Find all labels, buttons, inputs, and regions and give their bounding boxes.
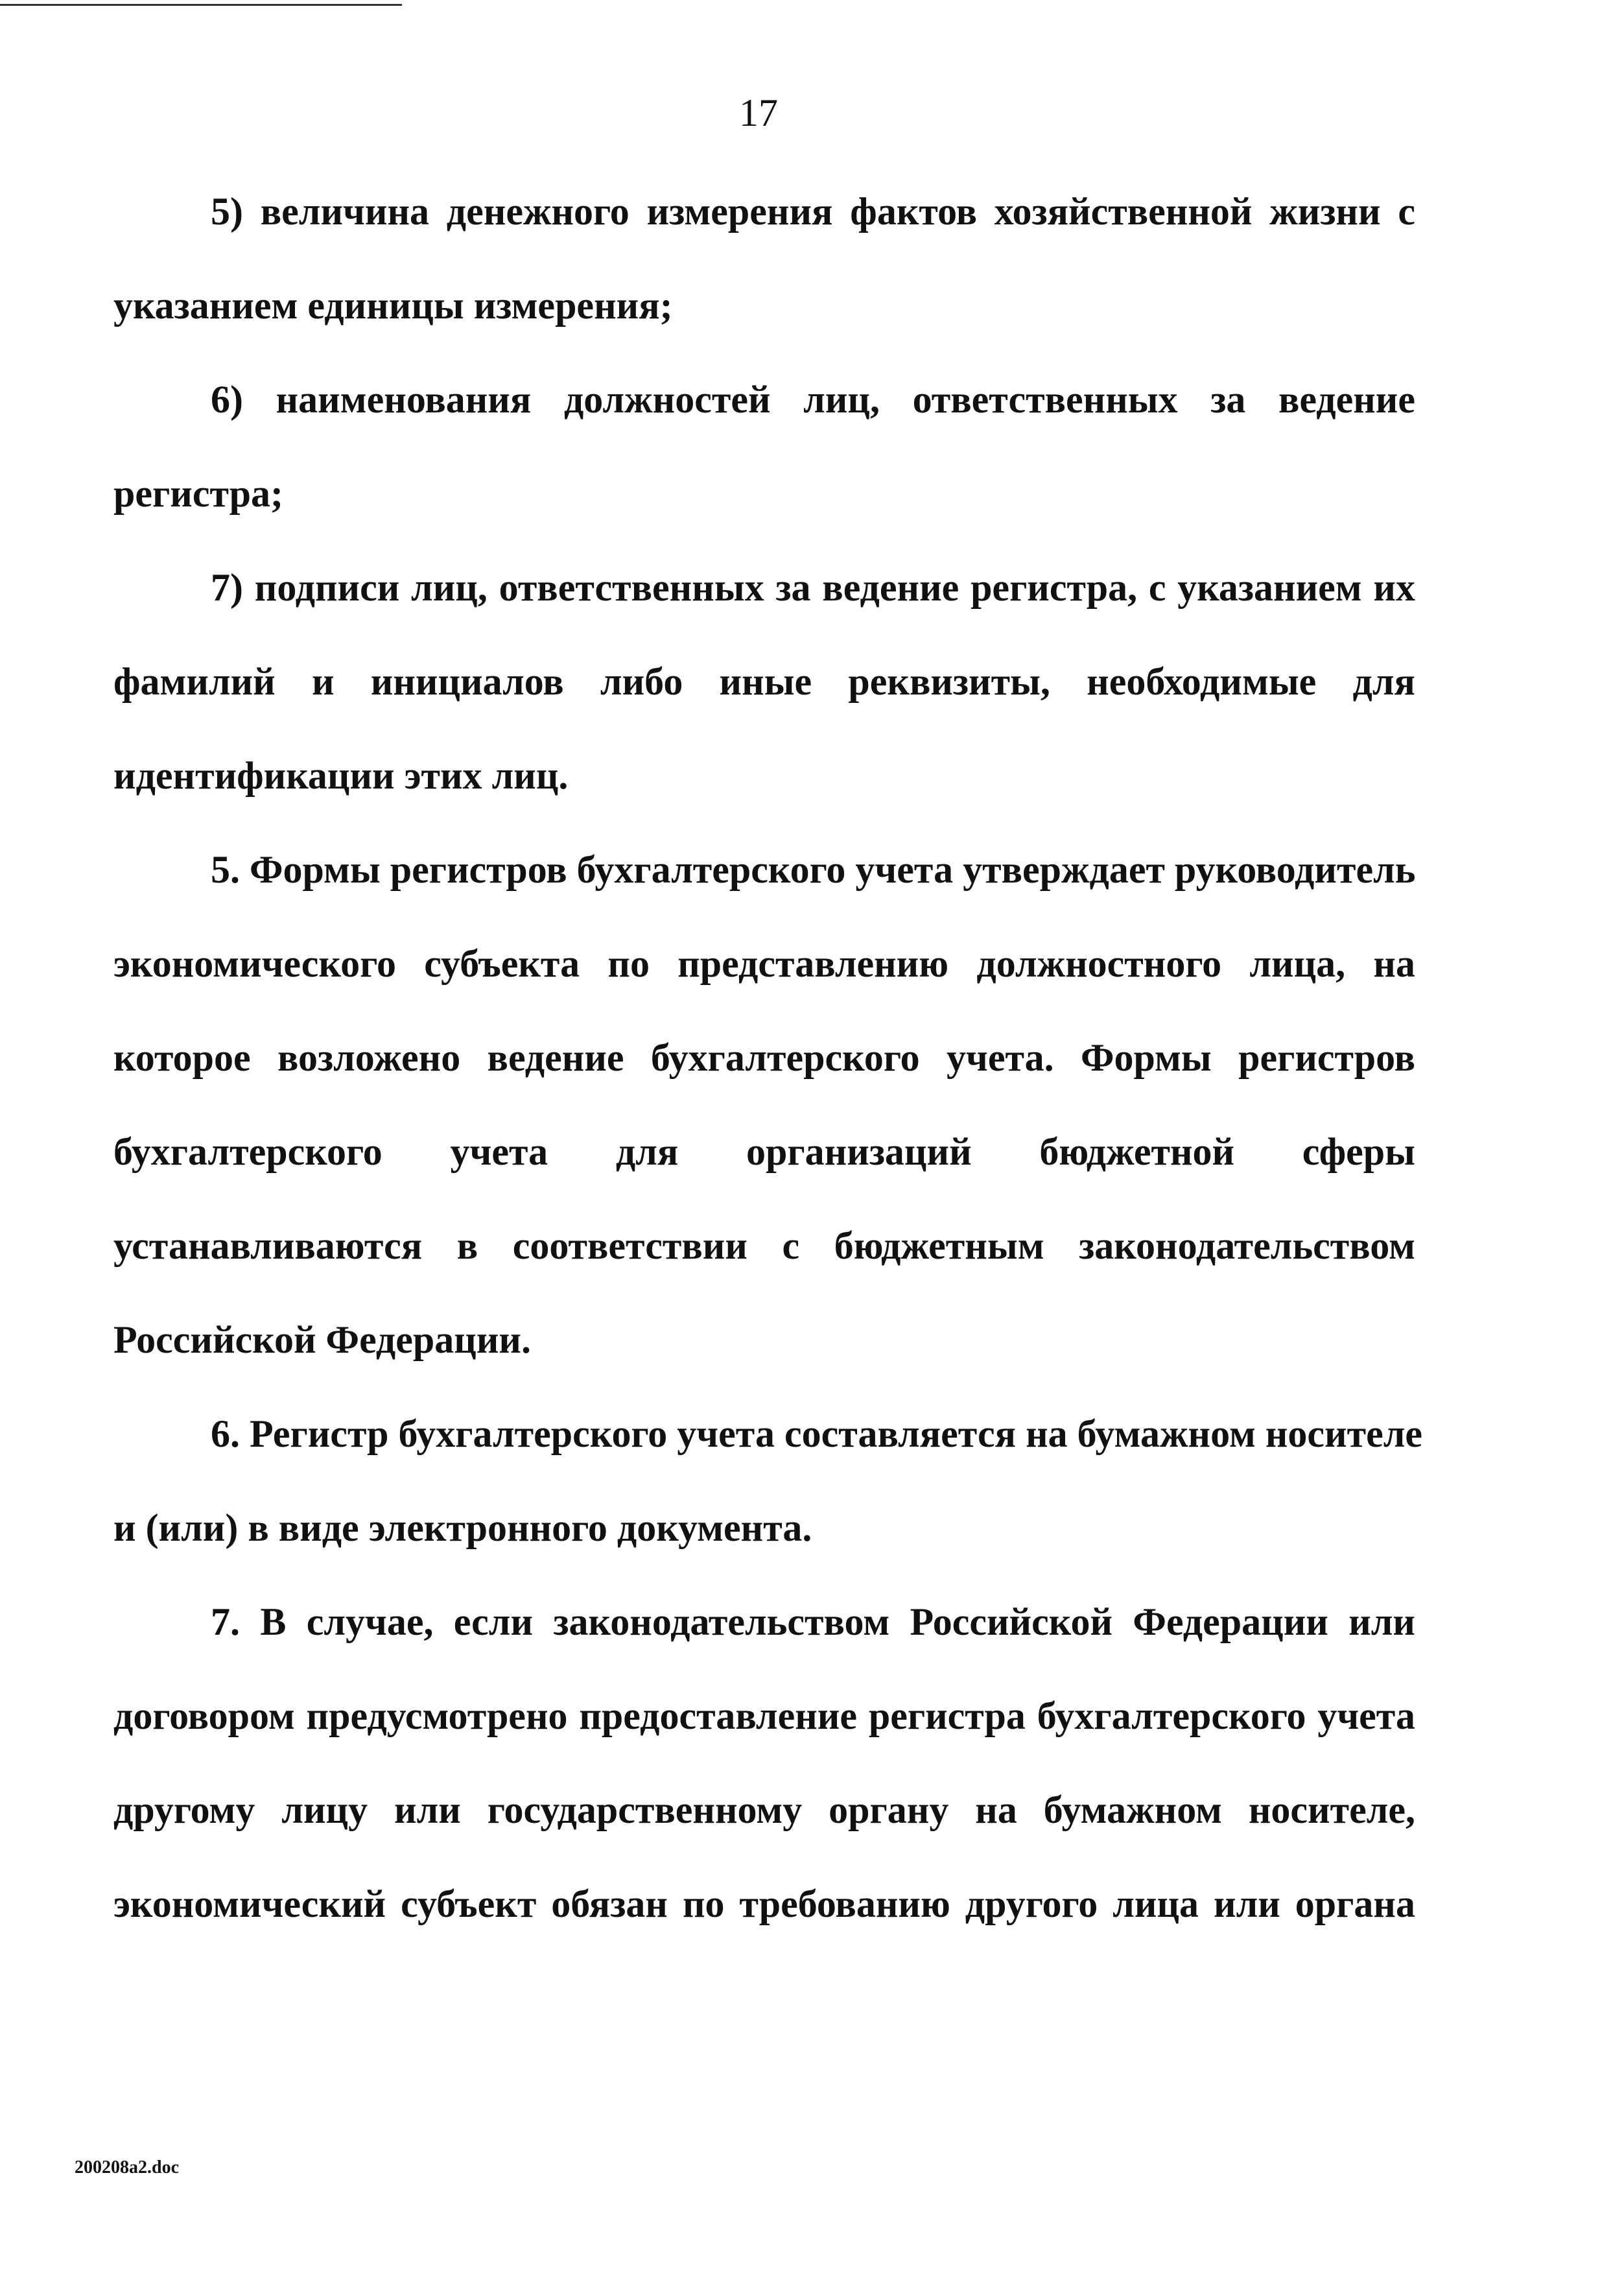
paragraph-line: 5. Формы регистров бухгалтерского учета утверждает руководитель [211, 848, 1416, 891]
paragraph-line: идентификации этих лиц. [113, 754, 569, 797]
paragraph-line: другому лицу или государственному органу на бумажном носителе, [113, 1788, 1415, 1831]
paragraph-line: 7. В случае, если законодательством Российской Федерации или [211, 1600, 1415, 1643]
paragraph-line: экономического субъекта по представлению должностного лица, на [113, 942, 1415, 985]
page-number: 17 [739, 91, 778, 134]
paragraph-line: 6. Регистр бухгалтерского учета составляется на бумажном носителе [211, 1412, 1423, 1455]
paragraph-line: регистра; [113, 472, 284, 515]
paragraph-line: договором предусмотрено предоставление регистра бухгалтерского учета [113, 1694, 1415, 1737]
paragraph-line: бухгалтерского учета для организаций бюджетной сферы [113, 1130, 1415, 1173]
document-body [113, 174, 1423, 1960]
paragraph-line: которое возложено ведение бухгалтерского учета. Формы регистров [113, 1036, 1415, 1079]
paragraph-line: 5) величина денежного измерения фактов хозяйственной жизни с [211, 190, 1415, 233]
paragraph-line: устанавливаются в соответствии с бюджетным законодательством [113, 1224, 1415, 1267]
footer-filename: 200208a2.doc [75, 2157, 179, 2177]
top-rule [0, 4, 402, 6]
paragraph-line: и (или) в виде электронного документа. [113, 1506, 812, 1549]
paragraph-line: Российской Федерации. [113, 1318, 531, 1361]
paragraph-line: экономический субъект обязан по требованию другого лица или органа [113, 1882, 1415, 1925]
paragraph-line: 6) наименования должностей лиц, ответственных за ведение [211, 378, 1415, 421]
paragraph-line: фамилий и инициалов либо иные реквизиты, необходимые для [113, 660, 1415, 703]
paragraph-line: указанием единицы измерения; [113, 284, 673, 327]
paragraph-line: 7) подписи лиц, ответственных за ведение регистра, с указанием их [211, 566, 1415, 609]
